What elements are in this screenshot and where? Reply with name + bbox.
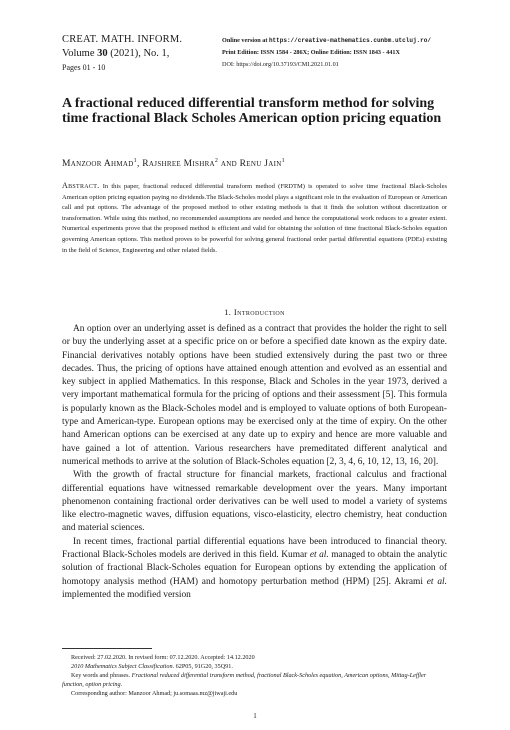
page-number: 1	[253, 712, 257, 720]
online-version: Online version at https://creative-mathematics.cunbm.utcluj.ro/	[222, 37, 431, 44]
paragraph: An option over an underlying asset is defined as a contract that provides the holder the right to sell or buy the underlying asset at a specific price on or before a specified date known as the expiry date. Financial derivatives notably options have been studied extensively during the past two or three decades. Thus, the pricing of options have attained enough attention and evolved as an essential and key subject in applied Mathematics. In this response, Black and Scholes in the year 1973, derived a very important mathematical formula for the pricing of options and their assessment [5]. This formula is popularly known as the Black-Scholes model and is employed to valuate options of both European-type and American-type. European options may be exercised only at the time of expiry. On the other hand American options can be exercised at any date up to expiry and hence are more valuable and have gained a lot of attention. Various researchers have premeditated different analytical and numerical methods to arrive at the solution of Black-Scholes equation [2, 3, 4, 6, 10, 12, 13, 16, 20].	[62, 324, 447, 467]
footnote-rule	[62, 648, 152, 649]
page-range: Pages 01 - 10	[62, 63, 106, 72]
affiliation-mark: 2	[214, 158, 219, 164]
affiliation-mark: 1	[281, 158, 285, 164]
author-name: Renu Jain	[239, 159, 282, 170]
affiliation-mark: 1	[133, 158, 137, 164]
volume-line: Volume 30 (2021), No. 1,	[62, 48, 170, 59]
paper-title: A fractional reduced differential transform method for solving time fractional Black Scholes American option pricing equation	[62, 96, 442, 126]
abstract	[62, 181, 447, 256]
author-name: Rajshree Mishra	[142, 159, 215, 170]
abstract-text: In this paper, fractional reduced differential transform method (FRDTM) is operated to solve time fractional Black-Scholes American option pricing equation paying no dividends.The Black-Scholes model plays a significant role in the evaluation of European or American call and put options. The advantage of the proposed method to other existing methods is that it finds the solution without discretization or transformation. While using this method, no recommended assumptions are needed and hence the computational work reduces to a greater extent. Numerical experiments prove that the proposed method is efficient and valid for obtaining the solution of time fractional Black-Scholes equation governing American options. This method proves to be powerful for solving general fractional order partial differential equations (PDEs) existing in the field of Science, Engineering and other related fields.	[62, 183, 448, 254]
abstract-label: Abstract.	[62, 181, 100, 190]
body-text	[62, 323, 447, 602]
journal-url-link[interactable]: https://creative-mathematics.cunbm.utcluj.ro/	[268, 37, 431, 44]
doi-link[interactable]: DOI: https://doi.org/10.37193/CMI.2021.01.01	[222, 61, 339, 68]
paragraph: In recent times, fractional partial differential equations have been introduced to financial theory. Fractional Black-Scholes models are derived in this field. Kumar et al. managed to obtain the analytic solution of fractional Black-Scholes equation for European options by extending the application of homotopy analysis method (HAM) and homotopy perturbation method (HPM) [25]. Akrami et al. implemented the modified version	[62, 536, 447, 600]
keywords: Key words and phrases. Fractional reduced differential transform method, fractional Black-Scholes equation, American options, Mittag-Leffler function, option pricing.	[62, 672, 427, 689]
publication-info	[222, 35, 482, 71]
received-dates: Received: 27.02.2020. In revised form: 07.12.2020. Accepted: 14.12.2020	[71, 654, 255, 661]
footnotes	[62, 653, 447, 698]
volume-number: 30	[97, 48, 108, 59]
corresponding-author: Corresponding author: Manzoor Ahmad; ju.somaas.mz@jiwaji.edu	[71, 690, 238, 698]
author-list: Manzoor Ahmad$^1$, Rajshree Mishra$^2$ and Renu Jain$^1$	[62, 158, 285, 170]
issn-line: Print Edition: ISSN 1584 - 286X; Online Edition: ISSN 1843 - 441X	[222, 49, 400, 56]
journal-header	[62, 33, 212, 74]
msc-classification: 2010 Mathematics Subject Classification. 62P05, 91G20, 35Q91.	[71, 663, 233, 671]
author-name: Manzoor Ahmad	[62, 159, 134, 170]
journal-name: CREAT. MATH. INFORM.	[62, 34, 183, 45]
paragraph: With the growth of fractal structure for financial markets, fractional calculus and fractional differential equations have witnessed remarkable development over the years. Many important phenomenon containing fractional order derivatives can be well used to model a variety of systems like electro-magnetic waves, diffusion equations, visco-elasticity, electro chemistry, heat conduction and material sciences.	[62, 470, 447, 534]
section-heading: 1. Introduction	[224, 307, 285, 317]
